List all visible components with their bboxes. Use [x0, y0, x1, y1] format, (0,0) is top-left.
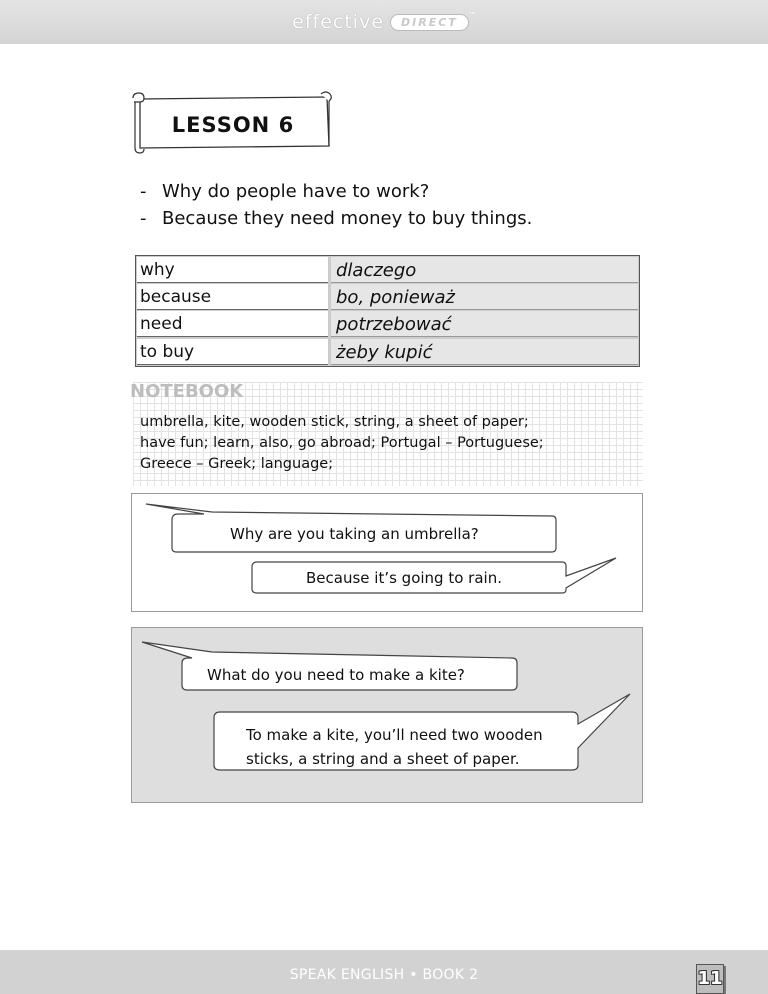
lesson-title: LESSON 6 — [171, 113, 295, 137]
speech-bubbles — [132, 628, 644, 804]
dialog-question: Why do people have to work? — [162, 181, 430, 202]
conversation-box-1 — [131, 493, 643, 612]
notebook-line: Greece – Greek; language; — [140, 456, 334, 472]
conversation-box-2 — [131, 627, 643, 803]
vocab-polish: bo, ponieważ — [331, 284, 638, 310]
bubble-answer: Because it’s going to rain. — [306, 569, 502, 587]
brand-logo — [0, 11, 768, 33]
notebook-line: umbrella, kite, wooden stick, string, a sheet of paper; — [140, 414, 529, 430]
notebook-words — [140, 412, 638, 475]
brand-pill: DIRECT — [390, 14, 469, 31]
dialog-line — [140, 178, 532, 205]
bubble-question: What do you need to make a kite? — [207, 666, 465, 684]
dialog-dash: - — [140, 208, 147, 229]
footer-text: SPEAK ENGLISH • BOOK 2 — [289, 967, 479, 983]
vocab-polish: dlaczego — [331, 257, 638, 283]
dialog-line — [140, 205, 532, 232]
speech-bubbles — [132, 494, 644, 613]
vocab-row — [137, 311, 638, 337]
vocab-english: because — [137, 284, 328, 310]
vocab-row — [137, 257, 638, 283]
notebook-section — [130, 381, 643, 486]
vocab-polish: potrzebować — [331, 311, 638, 337]
bubble-answer-line: To make a kite, you’ll need two wooden — [246, 726, 543, 744]
vocab-row — [137, 284, 638, 310]
notebook-title: NOTEBOOK — [130, 381, 244, 402]
dialog-dash: - — [140, 181, 147, 202]
vocab-english: to buy — [137, 339, 328, 365]
bubble-question: Why are you taking an umbrella? — [230, 525, 479, 543]
page-number: 11 — [696, 964, 724, 994]
vocab-polish: żeby kupić — [331, 339, 638, 365]
vocab-english: need — [137, 311, 328, 337]
vocab-english: why — [137, 257, 328, 283]
brand-word: effective — [292, 11, 385, 33]
footer-bar — [0, 950, 768, 994]
dialog-answer: Because they need money to buy things. — [162, 208, 533, 229]
brand-trademark: ™ — [468, 11, 476, 19]
notebook-line: have fun; learn, also, go abroad; Portugal – Portuguese; — [140, 435, 544, 451]
header-bar — [0, 0, 768, 44]
lesson-banner — [131, 90, 333, 156]
bubble-answer-line: sticks, a string and a sheet of paper. — [246, 750, 520, 768]
vocabulary-table — [135, 255, 640, 367]
vocab-row — [137, 339, 638, 365]
intro-dialog — [140, 178, 532, 232]
